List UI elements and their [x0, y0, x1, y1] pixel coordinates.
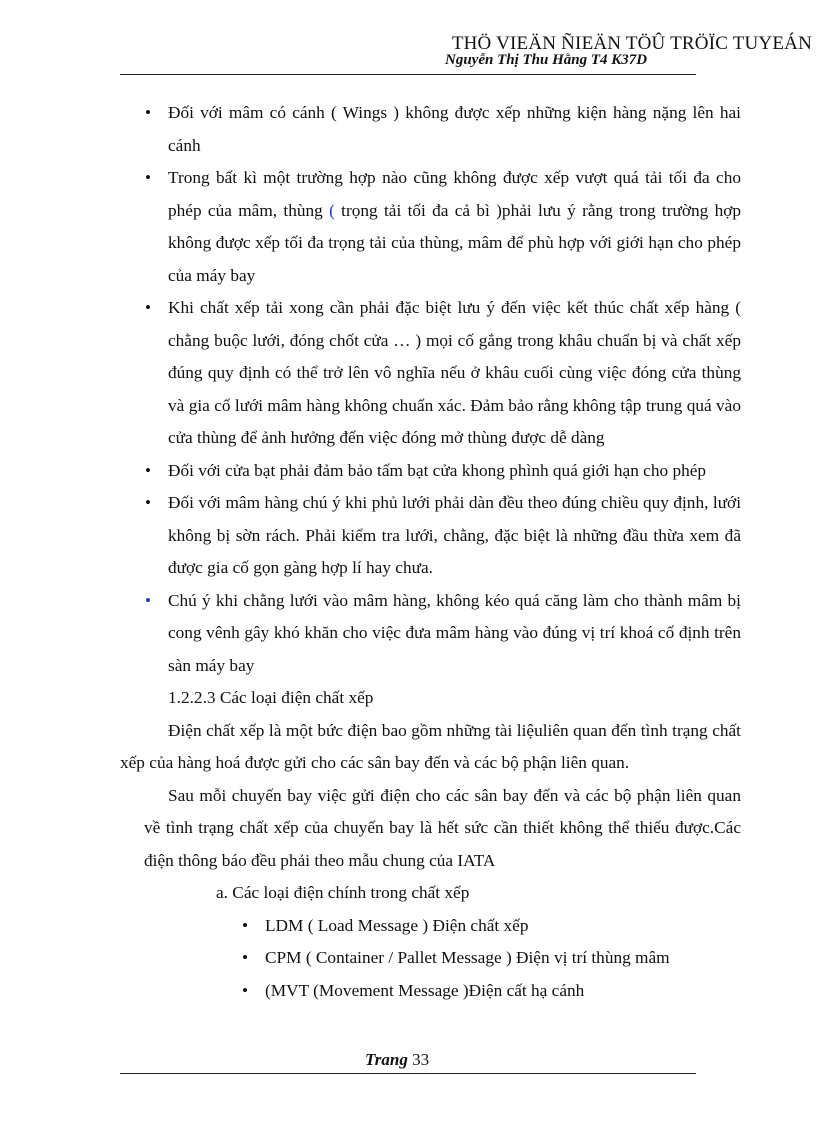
section-heading: 1.2.2.3 Các loại điện chất xếp — [168, 688, 374, 707]
sub-bullet-item — [120, 942, 741, 975]
sub-heading: a. Các loại điện chính trong chất xếp — [216, 883, 470, 902]
bullet-text-start: Trong bất kì một trường hợp nào cũng không được xếp vượt quá tải tối đa cho phép của mâm, thùng — [168, 168, 741, 220]
paragraph: Điện chất xếp là một bức điện bao gồm những tài liệuliên quan đến tình trạng chất xếp của hàng hoá được gửi cho các sân bay đến và các bộ phận liên quan. — [120, 720, 741, 772]
footer-rule — [120, 1073, 696, 1074]
sub-bullet-text: CPM ( Container / Pallet Message ) Điện vị trí thùng mâm — [265, 948, 670, 967]
footer-label: Trang — [365, 1050, 408, 1069]
bullet-item — [120, 487, 741, 585]
bullet-icon: • — [145, 168, 151, 187]
bullet-icon-blue: • — [145, 590, 151, 610]
page-body — [120, 97, 741, 1007]
bullet-icon: • — [242, 915, 249, 935]
blue-paren: ( — [329, 200, 335, 220]
header-rule — [120, 74, 696, 75]
bullet-list — [120, 97, 741, 682]
bullet-item — [120, 455, 741, 488]
bullet-icon: • — [242, 948, 249, 967]
bullet-text-end: trọng tải tối đa cả bì )phải lưu ý rằng trong trường hợp không được xếp tối đa trọng tải của thùng, mâm để phù hợp với giới hạn cho phép của máy bay — [168, 200, 742, 285]
sub-bullet-item — [120, 910, 741, 943]
bullet-item — [120, 585, 741, 683]
sub-bullet-item — [120, 975, 741, 1008]
bullet-text: Đối với cửa bạt phải đảm bảo tấm bạt cửa khong phình quá giới hạn cho phép — [168, 460, 707, 480]
bullet-text: Chú ý khi chằng lưới vào mâm hàng, không kéo quá căng làm cho thành mâm bị cong vênh gây khó khăn cho việc đưa mâm hàng vào đúng vị trí khoá cố định trên sàn máy bay — [168, 590, 741, 675]
sub-bullet-text: LDM ( Load Message ) Điện chất xếp — [265, 915, 529, 935]
header-title: THÖ VIEÄN ÑIEÄN TÖÛ TRÖÏC TUYEÁN — [451, 33, 812, 54]
bullet-item — [120, 292, 741, 455]
bullet-item — [120, 97, 741, 162]
page-footer — [365, 1050, 429, 1070]
page-number: 33 — [412, 1050, 430, 1069]
bullet-icon: • — [242, 980, 249, 1000]
paragraph: Sau mỗi chuyến bay việc gửi điện cho các sân bay đến và các bộ phận liên quan về tình trạng chất xếp của chuyến bay là hết sức cần thiết không thể thiếu được.Các điện thông báo đều phải theo mẫu chung của IATA — [144, 785, 741, 870]
bullet-text: Đối với mâm có cánh ( Wings ) không được xếp những kiện hàng nặng lên hai cánh — [168, 103, 741, 155]
bullet-icon: • — [145, 460, 151, 480]
bullet-text: Đối với mâm hàng chú ý khi phủ lưới phải dàn đều theo đúng chiều quy định, lưới không bị sờn rách. Phải kiểm tra lưới, chằng, đặc biệt là những đầu thừa xem đã được gia cố gọn gàng hợp lí hay chưa. — [168, 493, 741, 577]
bullet-item — [120, 162, 741, 292]
bullet-icon: • — [145, 493, 151, 512]
header-author: Nguyễn Thị Thu Hằng T4 K37D — [445, 52, 648, 68]
bullet-icon: • — [145, 298, 151, 317]
bullet-icon: • — [145, 103, 151, 122]
sub-bullet-text: (MVT (Movement Message )Điện cất hạ cánh — [265, 980, 585, 1000]
bullet-text: Khi chất xếp tải xong cần phải đặc biệt lưu ý đến việc kết thúc chất xếp hàng ( chằng buộc lưới, đóng chốt cửa … ) mọi cố gắng trong khâu chuẩn bị và chất xếp đúng quy định có thể trở lên vô nghĩa nếu ở khâu cuối cùng việc đóng cửa thùng và gia cố lưới mâm hàng không chuẩn xác. Đảm bảo rằng không tập trung quá vào cửa thùng để ảnh hưởng đến việc đóng mở thùng được dễ dàng — [168, 298, 741, 447]
sub-bullet-list — [120, 910, 741, 1008]
